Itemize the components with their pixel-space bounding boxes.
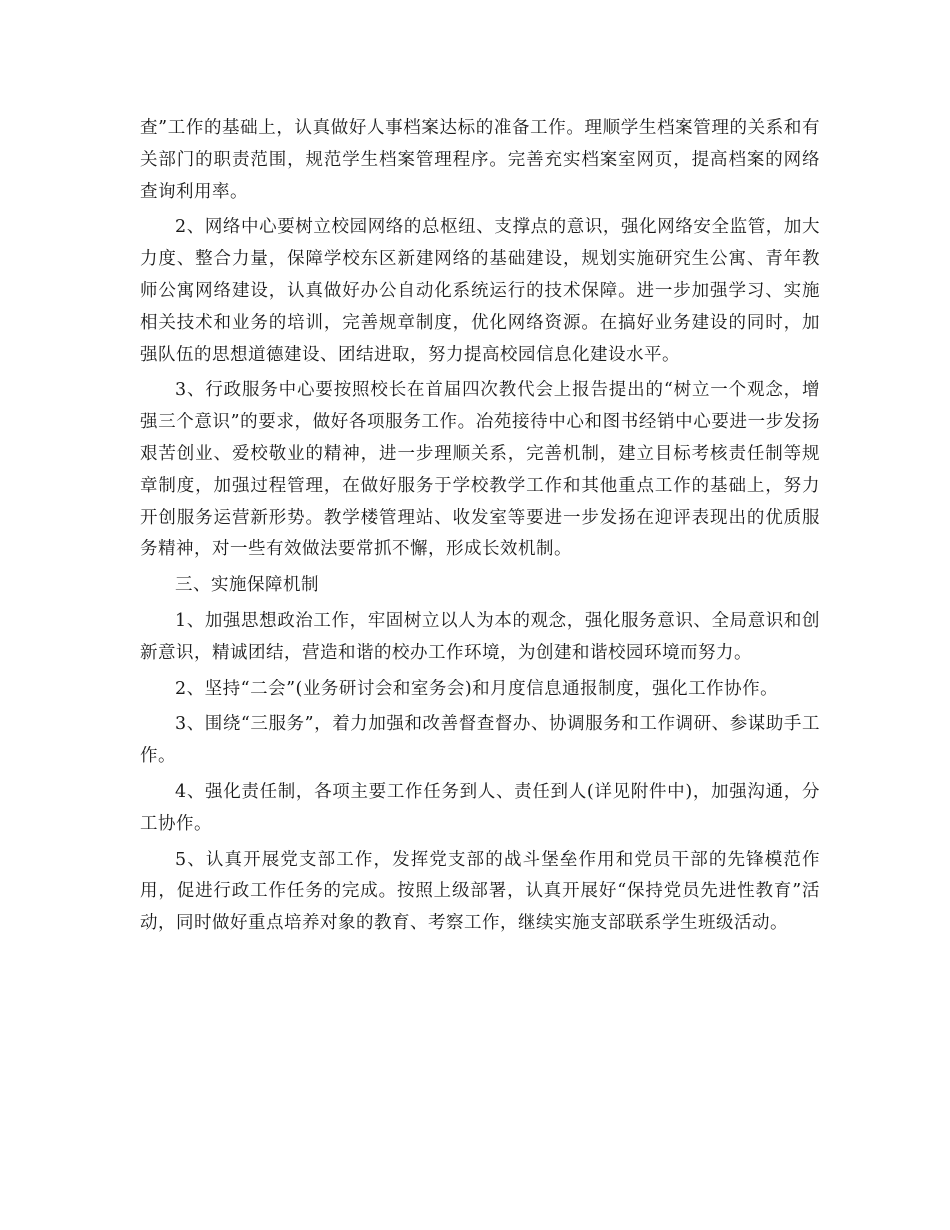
section-heading-guarantee: 三、实施保障机制 — [175, 575, 319, 596]
paragraph-political-work: 1、加强思想政治工作，牢固树立以人为本的观念，强化服务意识、全局意识和创新意识，精诚团结，营造和谐的校办工作环境，为创建和谐校园环境而努力。 — [140, 610, 820, 663]
paragraph-party-branch: 5、认真开展党支部工作，发挥党支部的战斗堡垒作用和党员干部的先锋模范作用，促进行政工作任务的完成。按照上级部署，认真开展好“保持党员先进性教育”活动，同时做好重点培养对象的教育、考察工作，继续实施支部联系学生班级活动。 — [140, 849, 820, 934]
paragraph-two-meetings: 2、坚持“二会”(业务研讨会和室务会)和月度信息通报制度，强化工作协作。 — [175, 678, 779, 699]
paragraph-three-services: 3、围绕“三服务”，着力加强和改善督查督办、协调服务和工作调研、参谋助手工作。 — [140, 714, 820, 767]
document-body — [140, 113, 820, 944]
paragraph-archive-continuation: 查”工作的基础上，认真做好人事档案达标的准备工作。理顺学生档案管理的关系和有关部门的职责范围，规范学生档案管理程序。完善充实档案室网页，提高档案的网络查询利用率。 — [140, 118, 820, 202]
paragraph-service-center: 3、行政服务中心要按照校长在首届四次教代会上报告提出的“树立一个观念，增强三个意识”的要求，做好各项服务工作。冶苑接待中心和图书经销中心要进一步发扬艰苦创业、爱校敬业的精神，进一步理顺关系，完善机制，建立目标考核责任制等规章制度，加强过程管理，在做好服务于学校教学工作和其他重点工作的基础上，努力开创服务运营新形势。教学楼管理站、收发室等要进一步发扬在迎评表现出的优质服务精神，对一些有效做法要常抓不懈，形成长效机制。 — [140, 380, 820, 560]
paragraph-network-center: 2、网络中心要树立校园网络的总枢纽、支撑点的意识，强化网络安全监管，加大力度、整合力量，保障学校东区新建网络的基础建设，规划实施研究生公寓、青年教师公寓网络建设，认真做好办公自动化系统运行的技术保障。进一步加强学习、实施相关技术和业务的培训，完善规章制度，优化网络资源。在搞好业务建设的同时，加强队伍的思想道德建设、团结进取，努力提高校园信息化建设水平。 — [140, 217, 820, 365]
paragraph-responsibility: 4、强化责任制，各项主要工作任务到人、责任到人(详见附件中)，加强沟通，分工协作。 — [140, 781, 820, 834]
